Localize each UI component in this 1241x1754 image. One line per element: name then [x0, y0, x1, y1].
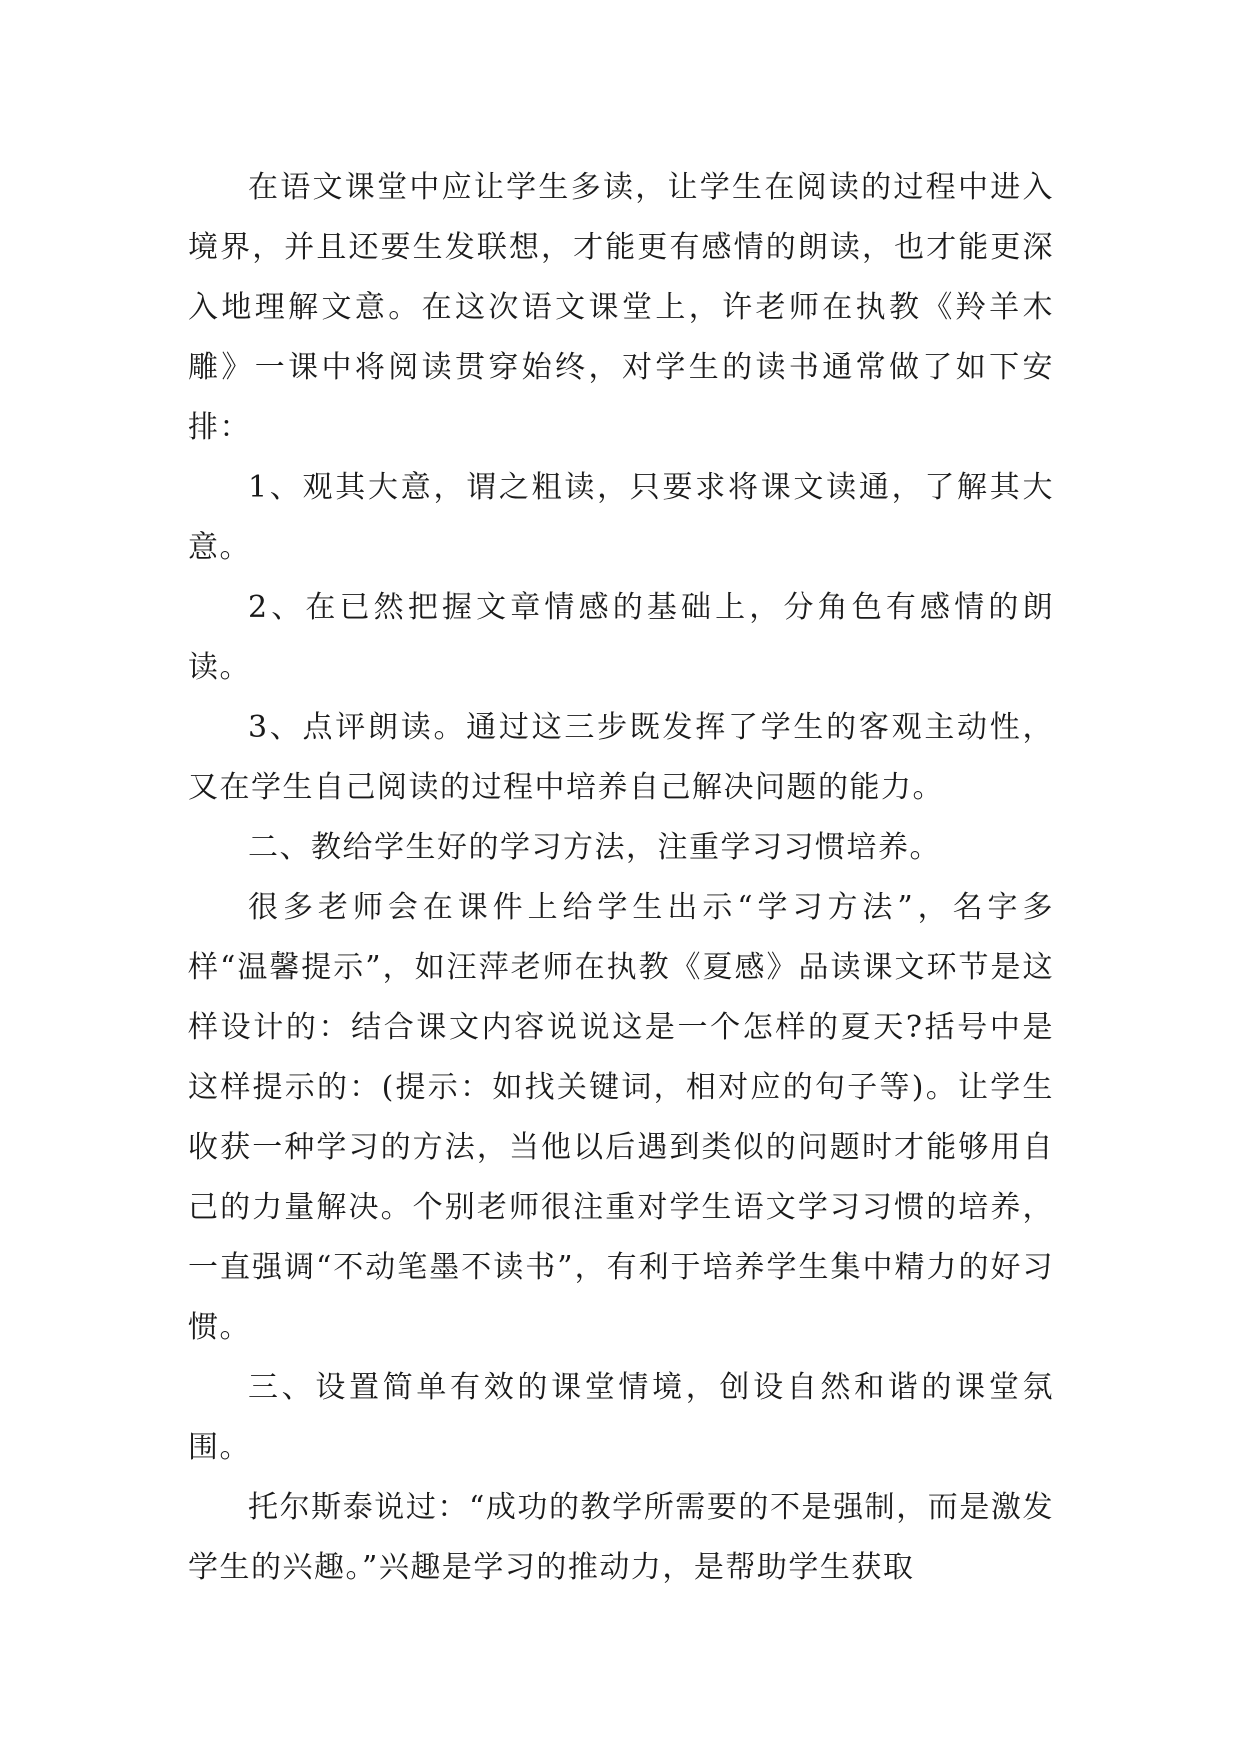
paragraph-step-1: 1、观其大意，谓之粗读，只要求将课文读通，了解其大意。 — [188, 470, 1054, 565]
document-body — [188, 158, 1054, 1598]
paragraph-step-3: 3、点评朗读。通过这三步既发挥了学生的客观主动性，又在学生自己阅读的过程中培养自己解决问题的能力。 — [188, 710, 1054, 805]
section-heading-3: 三、设置简单有效的课堂情境，创设自然和谐的课堂氛围。 — [188, 1370, 1054, 1465]
section-heading-2: 二、教给学生好的学习方法，注重学习习惯培养。 — [248, 830, 941, 865]
paragraph-learning-methods: 很多老师会在课件上给学生出示“学习方法”，名字多样“温馨提示”，如汪萍老师在执教《夏感》品读课文环节是这样设计的：结合课文内容说说这是一个怎样的夏天?括号中是这样提示的：(提示：如找关键词，相对应的句子等)。让学生收获一种学习的方法，当他以后遇到类似的问题时才能够用自己的力量解决。个别老师很注重对学生语文学习习惯的培养，一直强调“不动笔墨不读书”，有利于培养学生集中精力的好习惯。 — [188, 890, 1054, 1345]
paragraph-step-2: 2、在已然把握文章情感的基础上，分角色有感情的朗读。 — [188, 590, 1054, 685]
paragraph-tolstoy-quote: 托尔斯泰说过：“成功的教学所需要的不是强制，而是激发学生的兴趣。”兴趣是学习的推动力，是帮助学生获取 — [188, 1490, 1054, 1585]
paragraph-reading-intro: 在语文课堂中应让学生多读，让学生在阅读的过程中进入境界，并且还要生发联想，才能更有感情的朗读，也才能更深入地理解文意。在这次语文课堂上，许老师在执教《羚羊木雕》一课中将阅读贯穿始终，对学生的读书通常做了如下安排： — [188, 170, 1054, 445]
